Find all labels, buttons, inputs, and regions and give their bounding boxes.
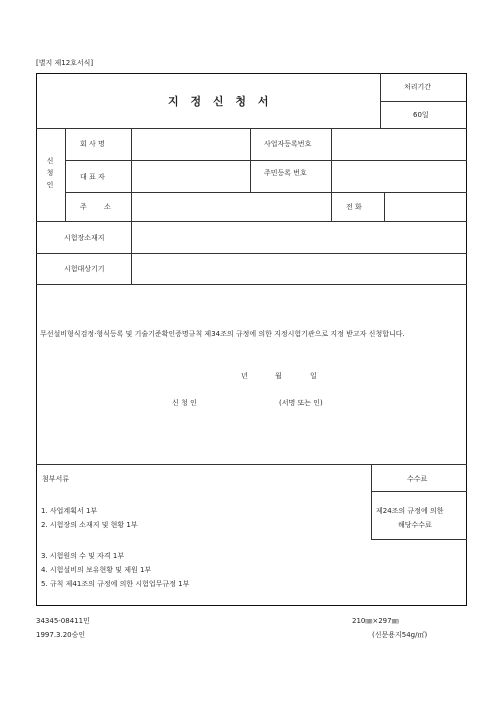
test-equipment-field[interactable] <box>132 254 465 283</box>
representative-label: 대 표 자 <box>80 173 105 181</box>
phone-field[interactable] <box>385 193 465 220</box>
attachments-header: 첨부서류 <box>42 475 70 483</box>
signature-note: (서명 또는 인) <box>279 399 323 407</box>
attachment-item: 1. 사업계획서 1부 <box>41 507 98 515</box>
company-name-label: 회 사 명 <box>80 140 105 148</box>
paper-type: (신문용지54g/㎡) <box>372 631 428 639</box>
form-label: [별지 제12호서식] <box>36 59 94 67</box>
resident-reg-label: 주민등록 번호 <box>264 169 307 177</box>
paper-size: 210㎜×297㎜ <box>352 617 399 625</box>
test-site-field[interactable] <box>132 222 465 252</box>
business-reg-field[interactable] <box>332 129 465 159</box>
form-code: 34345-08411민 <box>36 617 90 625</box>
phone-label: 전 화 <box>346 203 362 211</box>
business-reg-label: 사업자등록번호 <box>264 140 312 148</box>
test-equipment-label: 시험대상기기 <box>64 265 105 273</box>
attachment-item: 2. 시험장의 소재지 및 현황 1부 <box>41 521 138 529</box>
address-label-1: 주 <box>80 203 87 211</box>
date-month: 월 <box>275 372 282 380</box>
address-field[interactable] <box>132 193 330 220</box>
fee-line-2: 해당수수료 <box>398 521 432 529</box>
applicant-group-label: 신 청 인 <box>46 157 54 189</box>
company-name-field[interactable] <box>132 129 249 159</box>
fee-line-1: 제24조의 규정에 의한 <box>376 507 444 515</box>
date-day: 일 <box>310 372 317 380</box>
test-site-label: 시험장소재지 <box>64 234 105 242</box>
attachment-item: 3. 시험원의 수 및 자격 1부 <box>41 552 125 560</box>
attachment-item: 4. 시험설비의 보유현황 및 제원 1부 <box>41 566 152 574</box>
application-statement: 무선설비형식검정·형식등록 및 기술기준확인증명규칙 제34조의 규정에 의한 지정시험기관으로 지정 받고자 신청합니다. <box>40 330 405 338</box>
address-label-2: 소 <box>104 203 111 211</box>
attachment-item: 5. 규칙 제41조의 규정에 의한 시험업무규정 1부 <box>41 580 190 588</box>
fee-header: 수수료 <box>407 475 428 483</box>
processing-header: 처리기간 <box>404 83 432 91</box>
resident-reg-field[interactable] <box>332 161 465 191</box>
representative-field[interactable] <box>132 161 249 191</box>
processing-period: 60일 <box>413 111 429 119</box>
signature-label: 신 청 인 <box>172 399 197 407</box>
page-title: 지 정 신 청 서 <box>168 95 273 108</box>
date-year: 년 <box>241 372 248 380</box>
approval-date: 1997.3.20승인 <box>36 631 86 639</box>
